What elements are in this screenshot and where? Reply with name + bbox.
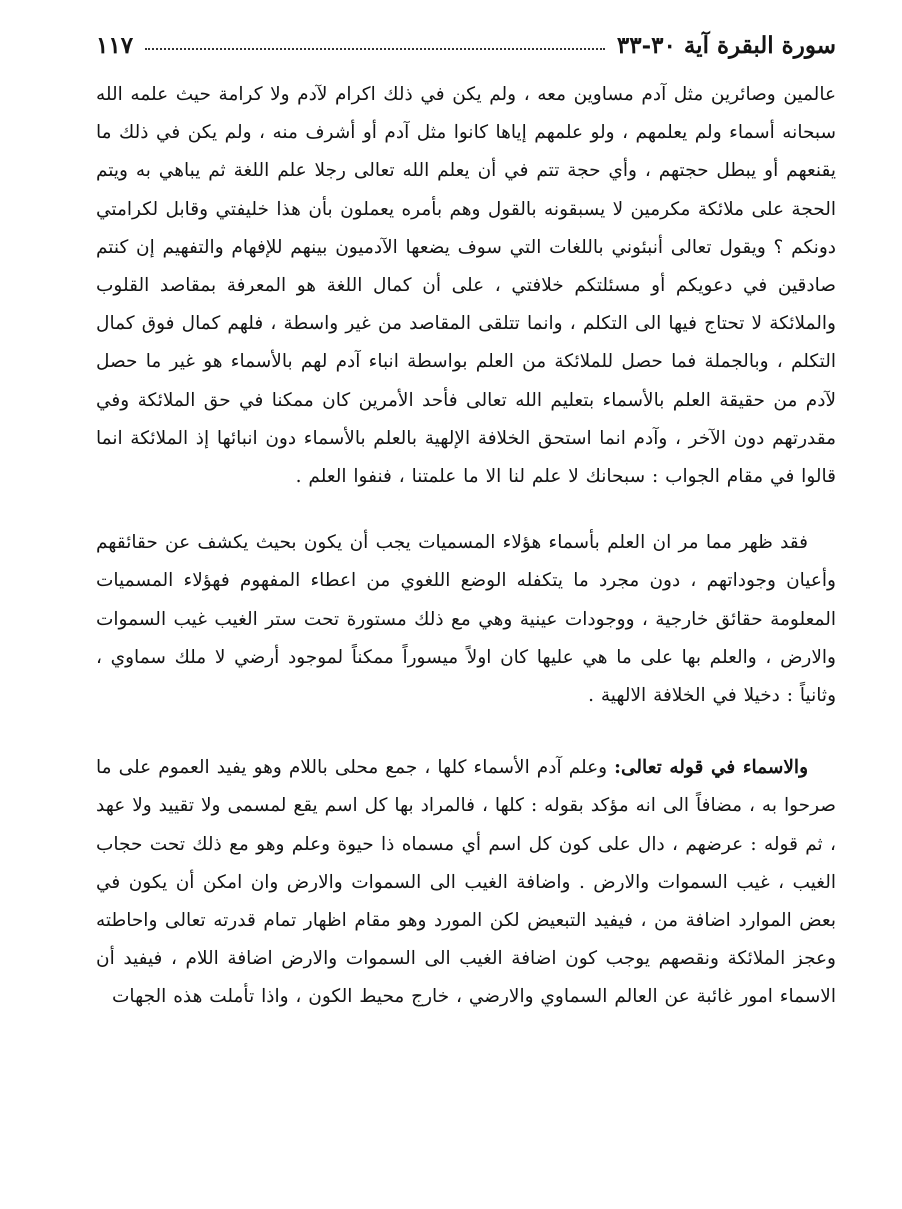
header-dotted-rule [145,48,605,50]
paragraph-3 [96,749,836,1016]
paragraph-3-lead: والاسماء في قوله تعالى: [614,757,808,779]
paragraph-1: عالمين وصائرين مثل آدم مساوين معه ، ولم يكن في ذلك اكرام لآدم ولا كرامة حيث علمه الله سبحانه أسماء ولم يعلمهم ، ولو علمهم إياها كانوا مثل آدم أو أشرف منه ، ولم يكن في ذلك ما يقنعهم أو يبطل حجتهم ، وأي حجة تتم في أن يعلم الله تعالى رجلا علم اللغة ثم يباهي به ويتم الحجة على ملائكة مكرمين لا يسبقونه بالقول وهم بأمره يعملون بأن هذا خليفتي وقابل لكرامتي دونكم ؟ ويقول تعالى أنبئوني باللغات التي سوف يضعها الآدميون بينهم للإفهام والتفهيم إن كنتم صادقين في دعويكم أو مسئلتكم خلافتي ، على أن كمال اللغة هو المعرفة بمقاصد القلوب والملائكة لا تحتاج فيها الى التكلم ، وانما تتلقى المقاصد من غير واسطة ، فلهم كمال فوق كمال التكلم ، وبالجملة فما حصل للملائكة من العلم بواسطة انباء آدم لهم بالأسماء هو غير ما حصل لآدم من حقيقة العلم بالأسماء بتعليم الله تعالى فأحد الأمرين كان ممكنا في حق الملائكة وفي مقدرتهم دون الآخر ، وآدم انما استحق الخلافة الإلهية بالعلم بالأسماء دون انبائها إذ الملائكة انما قالوا في مقام الجواب : سبحانك لا علم لنا الا ما علمتنا ، فنفوا العلم . [96,84,836,488]
paragraph-2: فقد ظهر مما مر ان العلم بأسماء هؤلاء المسميات يجب أن يكون بحيث يكشف عن حقائقهم وأعيان وجوداتهم ، دون مجرد ما يتكفله الوضع اللغوي من اعطاء المفهوم فهؤلاء المسميات المعلومة حقائق خارجية ، ووجودات عينية وهي مع ذلك مستورة تحت ستر الغيب غيب السموات والارض ، والعلم بها على ما هي عليها كان اولاً ميسوراً ممكناً لموجود أرضي لا ملك سماوي ، وثانياً : دخيلا في الخلافة الالهية . [96,532,836,707]
running-title: سورة البقرة آية ٣٠-٣٣ [616,31,836,59]
paragraph-3-text: وعلم آدم الأسماء كلها ، جمع محلى باللام وهو يفيد العموم على ما صرحوا به ، مضافاً الى انه مؤكد بقوله : كلها ، فالمراد بها كل اسم يقع لمسمى ولا تقييد ولا عهد ، ثم قوله : عرضهم ، دال على كون كل اسم أي مسماه ذا حيوة وعلم وهو مع ذلك تحت حجاب الغيب ، غيب السموات والارض . واضافة الغيب الى السموات والارض وان امكن أن يكون في بعض الموارد اضافة من ، فيفيد التبعيض لكن المورد وهو مقام اظهار تمام قدرته تعالى واحاطته وعجز الملائكة ونقصهم يوجب كون اضافة الغيب الى السموات والارض اضافة اللام ، فيفيد أن الاسماء امور غائبة عن العالم السماوي والارضي ، خارج محيط الكون ، واذا تأملت هذه الجهات [96,757,836,1008]
book-page [96,28,836,1188]
page-number: ١١٧ [96,31,134,59]
page-header [96,28,836,62]
